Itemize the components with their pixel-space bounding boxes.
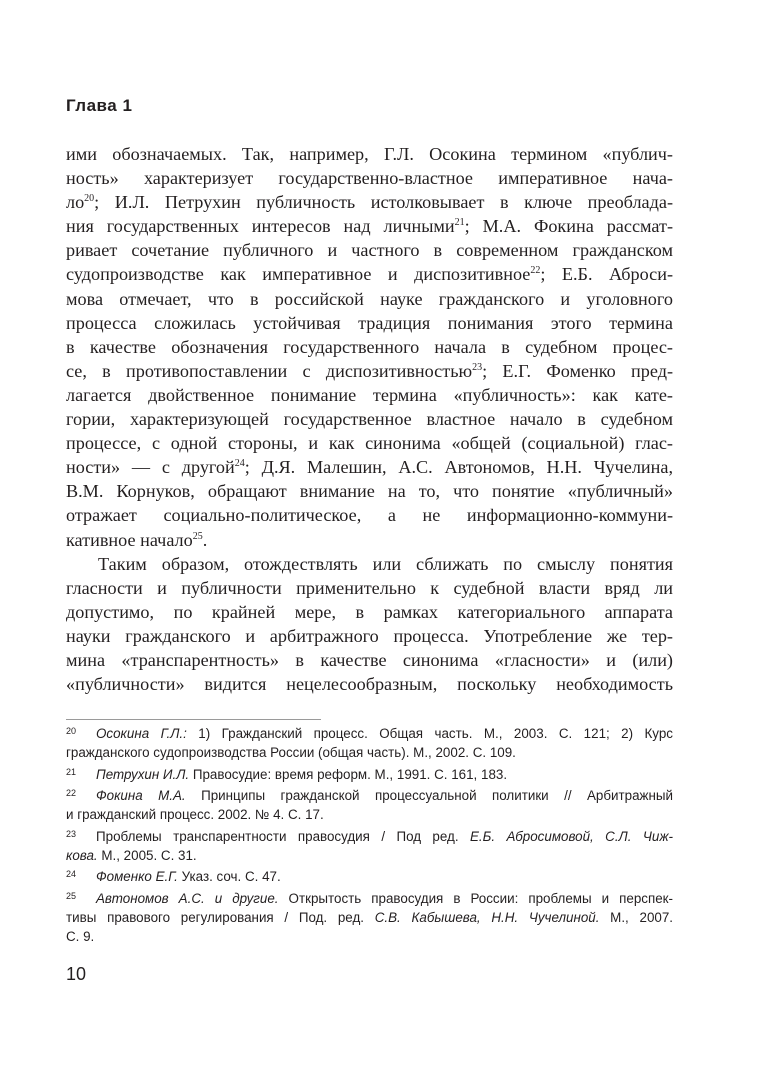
footnote-line: 23 Проблемы транспарентности правосудия / Под ред. Е.Б. Абросимовой, С.Л. Чиж- xyxy=(66,828,673,844)
text-segment: процесса сложилась устойчивая традиция понимания этого термина xyxy=(66,312,673,333)
text-line xyxy=(66,672,673,696)
text-segment: мина «транспарентность» в качестве синонима «гласности» и (или) xyxy=(66,649,673,670)
citation-text: Принципы гражданской процессуальной политики // Арбитражный xyxy=(185,788,673,803)
footnote xyxy=(66,724,673,762)
citation-text: Указ. соч. С. 47. xyxy=(177,869,281,884)
footnotes xyxy=(66,724,673,948)
footnote-reference[interactable]: 20 xyxy=(84,193,95,205)
citation-text: С. 9. xyxy=(66,928,95,944)
citation-text: Открытость правосудия в России: проблемы и перспек- xyxy=(278,890,674,906)
text-segment: судопроизводстве как императивное и диспозитивное xyxy=(66,264,531,285)
citation-author: Осокина Г.Л.: xyxy=(96,726,187,741)
citation-author: Фокина М.А. xyxy=(96,788,186,803)
footnote-line xyxy=(66,743,673,762)
citation-text: гражданского судопроизводства России (общая часть). М., 2002. С. 109. xyxy=(66,745,516,760)
text-segment: гласности и публичности применительно к судебной власти вряд ли xyxy=(66,577,673,598)
text-segment: . xyxy=(202,529,208,550)
text-segment: ими обозначаемых. Так, например, Г.Л. Осокина термином «публич- xyxy=(66,144,673,164)
text-segment: ность» характеризует государственно-властное императивное нача- xyxy=(66,168,673,189)
footnote-reference[interactable]: 25 xyxy=(192,530,203,542)
text-line xyxy=(66,335,673,359)
text-line xyxy=(66,238,673,262)
text-line xyxy=(66,359,673,383)
text-line xyxy=(66,455,673,479)
text-line xyxy=(66,166,673,190)
text-line xyxy=(66,214,673,238)
text-segment: ; Д.Я. Малешин, А.С. Автономов, Н.Н. Чучелина, xyxy=(244,457,673,478)
text-line xyxy=(66,287,673,311)
citation-author: Е.Б. Абросимовой, С.Л. Чиж- xyxy=(469,828,673,844)
citation-text: Правосудие: время реформ. М., 1991. С. 161, 183. xyxy=(189,766,508,782)
footnote-line xyxy=(66,908,673,927)
chapter-heading: Глава 1 xyxy=(66,96,133,115)
text-line xyxy=(66,576,673,600)
footnote-line xyxy=(66,846,673,865)
footnote-line: 24 Фоменко Е.Г. Указ. соч. С. 47. xyxy=(66,869,281,884)
text-segment: ло xyxy=(66,192,85,213)
text-segment: гории, характеризующей государственное властное начало в судебном xyxy=(66,409,673,430)
footnote-line xyxy=(66,927,673,946)
text-segment: ривает сочетание публичного и частного в современном гражданском xyxy=(66,240,673,261)
text-line xyxy=(66,431,673,455)
citation-author: Фоменко Е.Г. xyxy=(96,869,178,884)
text-segment: ; Е.Б. Аброси- xyxy=(540,264,674,285)
citation-author: Автономов А.С. и другие. xyxy=(96,890,279,906)
text-line xyxy=(66,624,673,648)
footnote-line: 20 Осокина Г.Л.: 1) Гражданский процесс. Общая часть. М., 2003. С. 121; 2) Курс xyxy=(66,726,673,741)
citation-text: М., 2007. xyxy=(599,909,674,925)
text-segment: се, в противопоставлении с диспозитивностью xyxy=(66,360,473,381)
text-line xyxy=(66,383,673,407)
text-segment: ; И.Л. Петрухин публичность истолковывает в ключе преоблада- xyxy=(94,192,673,213)
text-segment: Таким образом, отождествлять или сближать по смыслу понятия xyxy=(98,553,673,574)
footnote-reference[interactable]: 21 xyxy=(454,217,465,229)
footnote xyxy=(66,827,673,865)
footnote xyxy=(66,889,673,946)
footnote-divider xyxy=(66,719,321,720)
footnote xyxy=(66,765,673,784)
text-line xyxy=(66,311,673,335)
text-segment: «публичности» видится нецелесообразным, поскольку необходимость xyxy=(66,674,673,695)
page-number: 10 xyxy=(66,964,87,984)
citation-text: тивы правового регулирования / Под. ред. xyxy=(66,909,375,925)
text-line xyxy=(66,479,673,503)
footnote-line: 22 Фокина М.А. Принципы гражданской процессуальной политики // Арбитражный xyxy=(66,788,673,803)
text-segment: процессе, с одной стороны, и как синонима «общей (социальной) глас- xyxy=(66,433,673,454)
footnote-reference[interactable]: 23 xyxy=(472,361,483,373)
citation-text: М., 2005. С. 31. xyxy=(97,847,197,863)
text-segment: ; Е.Г. Фоменко пред- xyxy=(482,360,674,381)
text-line xyxy=(66,142,673,166)
text-segment: лагается двойственное понимание термина «публичность»: как кате- xyxy=(66,384,673,405)
footnote xyxy=(66,786,673,824)
footnote-line xyxy=(66,805,673,824)
text-segment: кативное начало xyxy=(66,529,193,550)
text-line xyxy=(66,648,673,672)
footnote-line: 21 Петрухин И.Л. Правосудие: время реформ. М., 1991. С. 161, 183. xyxy=(66,766,508,782)
text-segment: науки гражданского и арбитражного процесса. Употребление же тер- xyxy=(66,625,673,646)
citation-text: и гражданский процесс. 2002. № 4. С. 17. xyxy=(66,807,324,822)
text-line xyxy=(66,552,673,576)
text-line xyxy=(66,190,673,214)
text-line xyxy=(66,600,673,624)
citation-text: Проблемы транспарентности правосудия / Под ред. xyxy=(96,828,470,844)
body-text xyxy=(66,142,673,696)
footnote-reference[interactable]: 22 xyxy=(530,265,541,277)
text-line xyxy=(66,528,673,552)
text-segment: в качестве обозначения государственного начала в судебном процес- xyxy=(66,336,673,357)
footnote-line: 25 Автономов А.С. и другие. Открытость правосудия в России: проблемы и перспек- xyxy=(66,890,674,906)
text-line xyxy=(66,407,673,431)
citation-author: С.В. Кабышева, Н.Н. Чучелиной. xyxy=(374,909,600,925)
text-line xyxy=(66,503,673,527)
text-segment: В.М. Корнуков, обращают внимание на то, что понятие «публичный» xyxy=(66,481,673,502)
text-segment: допустимо, по крайней мере, в рамках категориального аппарата xyxy=(66,601,673,622)
footnote xyxy=(66,867,673,886)
text-segment: мова отмечает, что в российской науке гражданского и уголовного xyxy=(66,288,673,309)
citation-author: Петрухин И.Л. xyxy=(96,766,190,782)
text-line xyxy=(66,262,673,286)
text-segment: ния государственных интересов над личными xyxy=(66,216,455,237)
text-segment: ности» — с другой xyxy=(66,457,235,478)
text-segment: ; М.А. Фокина рассмат- xyxy=(464,216,674,237)
citation-text: 1) Гражданский процесс. Общая часть. М., 2003. С. 121; 2) Курс xyxy=(186,726,673,741)
citation-author: кова. xyxy=(66,847,98,863)
text-segment: отражает социально-политическое, а не информационно-коммуни- xyxy=(66,505,673,526)
footnote-reference[interactable]: 24 xyxy=(234,458,245,470)
